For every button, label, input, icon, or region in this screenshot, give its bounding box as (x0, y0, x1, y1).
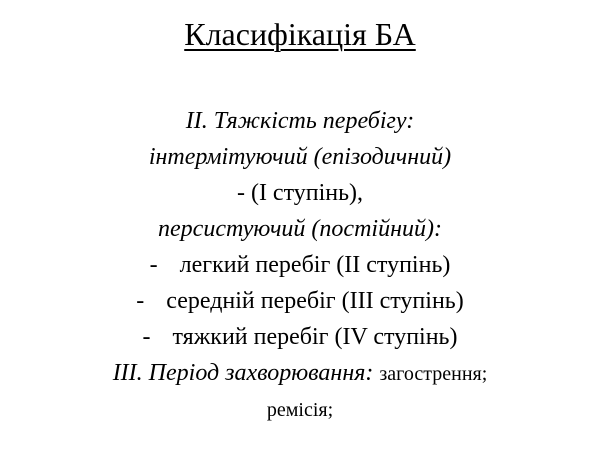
slide-body (0, 103, 600, 428)
section-severity-heading: ІІ. Тяжкість перебігу: (185, 108, 415, 134)
list-item (0, 319, 600, 355)
bullet-text: тяжкий перебіг (IV ступінь) (172, 324, 458, 350)
section-period-heading: ІІІ. Період захворювання: (112, 360, 374, 386)
slide-title: Класифікація БА (184, 16, 416, 52)
intermittent-type: інтермітуючий (епізодичний) (148, 144, 452, 170)
bullet-text: середній перебіг (ІІІ ступінь) (166, 288, 464, 314)
bullet-dash: - (149, 252, 158, 278)
list-item (0, 283, 600, 319)
disease-period-line (0, 355, 600, 392)
intermittent-degree: - (І ступінь), (236, 180, 364, 206)
persistent-type: персистуючий (постійний): (158, 216, 442, 242)
period-value-exacerbation: загострення; (379, 363, 488, 385)
bullet-text: легкий перебіг (ІІ ступінь) (179, 252, 451, 278)
list-item (0, 247, 600, 283)
period-value-remission: ремісія; (266, 399, 334, 421)
bullet-dash: - (136, 288, 145, 314)
bullet-dash: - (142, 324, 151, 350)
